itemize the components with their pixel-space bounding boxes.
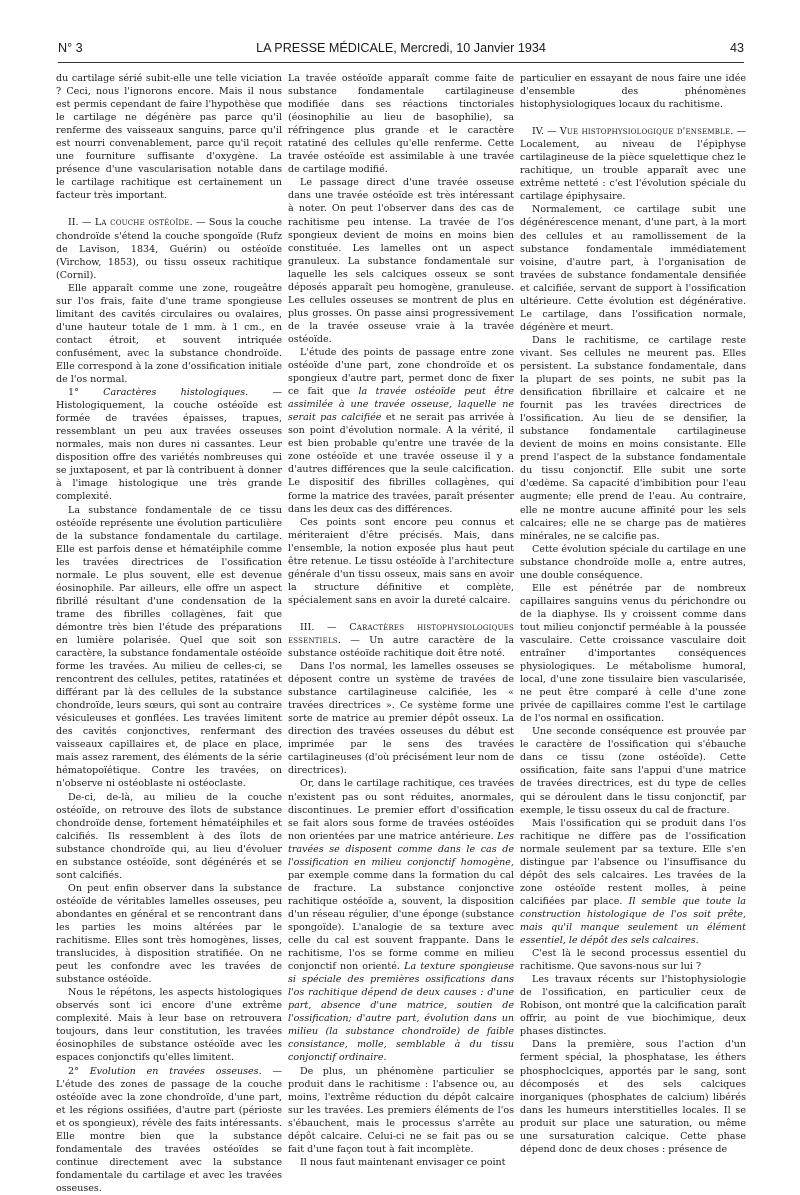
paragraph-text: L'étude des points de passage entre zone ostéoïde d'une part, zone chondroïde et os spongieux d'autre part, permet donc de fixer ce fait que — [288, 346, 514, 398]
text-column-3 — [520, 72, 746, 1155]
paragraph-text: . — Un autre caractère de la substance ostéoïde rachitique doit être noté. — [288, 634, 514, 660]
paragraph — [288, 1156, 514, 1169]
paragraph-text: C'est là le second processus essentiel du rachitisme. Que savons-nous sur lui ? — [520, 948, 746, 973]
paragraph-text: Or, dans le cartilage rachitique, ces travées n'existent pas ou sont réduites, anormales, discontinues. Le premier effort d'ossification se fait alors sous forme de travées ostéoïdes non orientées par une matrice antérieure. — [288, 778, 514, 842]
paragraph — [520, 125, 746, 203]
paragraph-text: 2° — [68, 1065, 90, 1077]
emphasis-text: la travée ostéoïde peut être assimilée à une travée osseuse, laquelle ne serait pas calcifiée — [288, 386, 514, 424]
paragraph-text: 1° — [68, 387, 104, 399]
issue-number: N° 3 — [58, 41, 83, 55]
paragraph — [520, 203, 746, 333]
paragraph-text: De-ci, de-là, au milieu de la couche ostéoïde, on retrouve des îlots de substance chondroïde dense, fortement hématéiphiles et calcifiés. Ils ressemblent à des îlots de substance chondroïde qui, au lieu d'évoluer en substance ostéoïde, sont dégénérés et se sont calcifiés. — [56, 791, 282, 881]
paragraph-text: du cartilage sérié subit-elle une telle viciation ? Ceci, nous l'ignorons encore. Mais il nous est permis cependant de faire l'hypothèse que le cartilage ne dégénère pas parce qu'il renferme des vaisseaux sanguins, parce qu'il est nourri convenablement, parce qu'il reçoit une fourniture suffisante d'oxygène. La présence d'une vascularisation notable dans le cartilage rachitique est certainement un facteur très important. — [56, 73, 282, 202]
paragraph-text: . — Localement, au niveau de l'épiphyse cartilagineuse de la pièce squelettique chez le rachitique, un trouble apparaît avec une extrême netteté : c'est l'évolution spéciale du cartilage épiphysaire. — [520, 126, 746, 203]
paragraph-text: On peut enfin observer dans la substance ostéoïde de véritables lamelles osseuses, peu abondantes en général et se rencontrant dans les parties les moins altérées par le rachitisme. Elles sont très homogènes, lisses, translucides, à disposition stratifiée. On ne peut les confondre avec les travées de substance ostéoïde. — [56, 882, 282, 986]
paragraph-text: La travée ostéoïde apparaît comme faite de substance fondamentale cartilagineuse modifiée dans ses réactions tinctoriales (éosinophilie au lieu de basophilie), sa réfringence plus grande et le caractère ratatiné des cellules qu'elle renferme. Cette travée ostéoïde est assimilable à une travée de cartilage modifié. — [288, 73, 514, 176]
paragraph — [56, 791, 282, 882]
paragraph — [56, 216, 282, 281]
paragraph — [520, 543, 746, 582]
paragraph-text: particulier en essayant de nous faire une idée d'ensemble des phénomènes histophysiologiques locaux du rachitisme. — [520, 73, 746, 111]
paragraph-text: III. — — [300, 621, 350, 633]
publication-title: LA PRESSE MÉDICALE, Mercredi, 10 Janvier 1934 — [256, 41, 546, 55]
paragraph-text: par exemple comme dans la formation du cal de fracture. La substance conjonctive rachitique ostéoïde a, souvent, la disposition d'un réseau régulier, d'une éponge (substance spongoïde). L'analogie de sa texture avec celle du cal est souvent frappante. Dans le rachitisme, l'os se forme comme en milieu conjonctif non orienté. — [288, 869, 514, 973]
paragraph — [288, 660, 514, 777]
paragraph-text: Mais l'ossification qui se produit dans l'os rachitique ne diffère pas de l'ossification normale seulement par sa texture. Elle s'en distingue par l'absence ou l'insuffisance du dépôt des sels calcaires. Les travées de la zone ostéoïde restent molles, à peine calcifiées par place. — [520, 817, 746, 907]
paragraph-text: Cette évolution spéciale du cartilage en une substance chondroïde molle a, entre autres, une double conséquence. — [520, 543, 746, 581]
emphasis-text: Caractères histologiques — [103, 387, 246, 399]
paragraph-text: Il nous faut maintenant envisager ce point — [300, 1156, 506, 1168]
paragraph — [288, 1065, 514, 1156]
paragraph — [520, 947, 746, 973]
emphasis-text: Les travées se disposent comme dans le cas de l'ossification en milieu conjonctif homogène, — [288, 830, 514, 868]
paragraph-text: Dans l'os normal, les lamelles osseuses se déposent contre un système de travées de substance cartilagineuse calcifiée, les « travées directrices ». Ce système forme une sorte de matrice au premier dépôt osseux. La direction des travées osseuses du début est imprimée par le sens des travées cartilagineuses (d'où précisément leur nom de directrices). — [288, 661, 514, 777]
paragraph — [288, 72, 514, 176]
paragraph — [288, 346, 514, 516]
paragraph-text: Nous le répétons, les aspects histologiques observés sont ici encore d'une extrême complexité. Mais à leur base on retrouvera toujours, dans leur constitution, les travées éosinophiles de substance ostéoïde avec les espaces conjonctifs qu'elles limitent. — [56, 987, 282, 1064]
text-column-2 — [288, 72, 514, 1168]
paragraph — [56, 986, 282, 1064]
section-heading: Vue histophysiologique d'ensemble — [559, 126, 731, 138]
header-rule — [58, 62, 744, 63]
page-number: 43 — [729, 41, 744, 55]
paragraph — [56, 504, 282, 791]
paragraph — [520, 1038, 746, 1155]
paragraph — [520, 725, 746, 816]
paragraph-text: . — L'étude des zones de passage de la couche ostéoïde avec la zone chondroïde, d'une part, et les régions ossifiées, d'autre part (périoste et os spongieux), révèle des faits intéressants. Elle montre bien que la substance fondamentale des travées ostéoïdes se continue directement avec la substance fondamentale du cartilage et avec les travées osseuses. — [56, 1065, 282, 1194]
paragraph-text: IV. — — [532, 126, 560, 138]
paragraph-text: . — Histologiquement, la couche ostéoïde est formée de travées épaisses, trapues, ressemblant un peu aux travées osseuses normales, mais non dures ni cassantes. Leur disposition offre des variétés nombreuses qui se juxtaposent, et par là contribuent à donner à l'image histologique une très grande complexité. — [56, 387, 282, 503]
paragraph — [56, 282, 282, 386]
text-column-1 — [56, 72, 283, 1194]
paragraph — [288, 621, 514, 660]
paragraph-text: Une seconde conséquence est prouvée par le caractère de l'ossification qui s'ébauche dans ce tissu (zone ostéoïde). Cette ossification, faite sans l'appui d'une matrice de travées directrices, est du type de celles qui se déroulent dans le tissu conjonctif, par exemple, le tissu osseux du cal de fracture. — [520, 726, 746, 816]
section-heading: Caractères histophysiologiques essentiels — [288, 621, 514, 646]
paragraph-text: II. — — [68, 217, 95, 229]
paragraph-text: Les travaux récents sur l'histophysiologie de l'ossification, en particulier ceux de Robison, ont montré que la calcification paraît offrir, au point de vue biochimique, deux phases distinctes. — [520, 974, 746, 1038]
paragraph — [288, 777, 514, 1064]
paragraph — [56, 72, 282, 202]
paragraph — [56, 1065, 282, 1195]
running-header — [58, 40, 744, 56]
paragraph — [520, 582, 746, 726]
paragraph-text: Normalement, ce cartilage subit une dégénérescence menant, d'une part, à la mort des cellules et au ramollissement de la substance fondamentale immédiatement voisine, d'autre part, à l'organisation de travées de substance fondamentale densifiée et calcifiée, servant de support à l'ossification ultérieure. Cette évolution est dégénérative. Le cartilage, dans l'ossification normale, dégénère et meurt. — [520, 204, 746, 333]
paragraph-text: Elle est pénétrée par de nombreux capillaires sanguins venus du périchondre ou de la diaphyse. Ils y croissent comme dans tout milieu conjonctif perméable à la poussée vasculaire. Cette croissance vasculaire doit entraîner d'importantes conséquences physiologiques. Le métabolisme humoral, local, d'une zone tissulaire bien vascularisée, ne peut être comparé à celle d'une zone privée de capillaires comme l'est le cartilage de l'os normal en ossification. — [520, 582, 746, 725]
section-heading: La couche ostéoïde — [94, 217, 190, 229]
paragraph-text: Dans la première, sous l'action d'un ferment spécial, la phosphatase, les éthers phosphoclciques, apportés par le sang, sont décomposés et des sels calciques inorganiques (phosphates de calcium) libérés dans les humeurs interstitielles locales. Il se produit sur place une saturation, ou même une sursaturation calcique. Cette phase dépend donc de deux choses : présence de — [520, 1039, 746, 1155]
paragraph-text: Ces points sont encore peu connus et mériteraient d'être précisés. Mais, dans l'ensemble, la notion exposée plus haut peut être retenue. Le tissu ostéoïde à l'architecture générale d'un tissu osseux, mais sans en avoir la structure définitive et complète, spécialement sans en avoir la dureté calcaire. — [288, 516, 514, 606]
article-body — [56, 72, 746, 1194]
paragraph-text: De plus, un phénomène particulier se produit dans le rachitisme : l'absence ou, au moins, l'extrême réduction du dépôt calcaire sur les travées. Les premiers éléments de l'os s'ébauchent, mais le processus s'arrête au dépôt calcaire. Celui-ci ne se fait pas ou se fait d'une façon tout à fait incomplète. — [288, 1065, 514, 1155]
paragraph — [520, 817, 746, 947]
paragraph — [520, 72, 746, 111]
emphasis-text: Evolution en travées osseuses — [89, 1065, 259, 1077]
paragraph — [288, 176, 514, 346]
emphasis-text: La texture spongieuse si spéciale des premières ossifications dans l'os rachitique dépend de deux causes : d'une part, absence d'une matrice, soutien de l'ossification; d'autre part, évolution dans un milieu (la substance chondroïde) de faible consistance, molle, semblable à du tissu conjonctif ordinaire. — [288, 961, 514, 1064]
paragraph-text: Elle apparaît comme une zone, rougeâtre sur l'os frais, faite d'une trame spongieuse limitant des cavités circulaires ou ovalaires, d'une hauteur totale de 1 mm. à 1 cm., en contact étroit, et souvent intriquée confusément, avec la substance chondroïde. Elle correspond à la zone d'ossification initiale de l'os normal. — [56, 282, 282, 386]
paragraph-text: et ne serait pas arrivée à son point d'évolution normale. A la vérité, il est bien probable qu'entre une travée de la zone ostéoïde et une travée osseuse il y a d'autres différences que la seule calcification. Le dispositif des fibrilles collagènes, qui forme la matrice des travées, paraît présenter dans les deux cas des différences. — [288, 412, 514, 515]
emphasis-text: Il semble que toute la construction histologique de l'os soit prête, mais qu'il manque seulement un élément essentiel, le dépôt des sels calcaires. — [520, 895, 746, 947]
paragraph — [288, 516, 514, 607]
paragraph-text: La substance fondamentale de ce tissu ostéoïde représente une évolution particulière de la substance fondamentale du cartilage. Elle est parfois dense et hématéiphile comme les travées directrices de l'ossification normale. Le plus souvent, elle est devenue éosinophile. Par ailleurs, elle offre un aspect fibrillé résultant d'une condensation de la trame des fibrilles collagènes, fait que démontre très bien l'étude des préparations en lumière polarisée. Quel que soit son caractère, la substance fondamentale ostéoïde forme les travées. Au milieu de celles-ci, se rencontrent des cellules, petites, ratatinées et différant par là des cellules de la substance chondroïde, leurs sœurs, qui sont au contraire vésiculeuses et gonflées. Les travées limitent des cavités conjonctives, renfermant des vaisseaux capillaires et, de place en place, mais assez rarement, des éléments de la série hématopoïétique. Contre les travées, on n'observe ni ostéoblaste ni ostéoclaste. — [56, 504, 283, 790]
paragraph — [520, 973, 746, 1038]
paragraph — [56, 386, 282, 503]
paragraph-text: Dans le rachitisme, ce cartilage reste vivant. Ses cellules ne meurent pas. Elles persistent. La substance fondamentale, dans la plupart de ses points, ne subit pas la densification fibrillaire et calcaire et ne fournit pas les travées directrices de l'ossification. Au lieu de se densifier, la substance fondamentale cartilagineuse devient de moins en moins consistante. Elle prend l'aspect de la substance fondamentale du tissu conjonctif. Elle subit une sorte d'œdème. Sa capacité d'imbibition pour l'eau augmente; elle prend de l'eau. Au contraire, elle ne montre aucune affinité pour les sels calcaires; elle ne se charge pas de matières minérales, ne se calcifie pas. — [520, 334, 746, 542]
paragraph-text: Le passage direct d'une travée osseuse dans une travée ostéoïde est très intéressant à noter. On peut l'observer dans des cas de rachitisme peu intense. La travée de l'os spongieux devient de moins en moins bien constituée. Les lamelles ont un aspect granuleux. La substance fondamentale sur laquelle les sels calciques osseux se sont déposés apparaît peu homogène, granuleuse. Les cellules osseuses se montrent de plus en plus grosses. On passe ainsi progressivement de la travée osseuse vraie à la travée ostéoïde. — [288, 177, 514, 345]
paragraph — [520, 334, 746, 543]
paragraph — [56, 882, 282, 986]
paragraph-text: . — Sous la couche chondroïde s'étend la couche spongoïde (Rufz de Lavison, 1834, Guérin) ou ostéoïde (Virchow, 1853), ou tissu osseux rachitique (Cornil). — [56, 217, 282, 281]
